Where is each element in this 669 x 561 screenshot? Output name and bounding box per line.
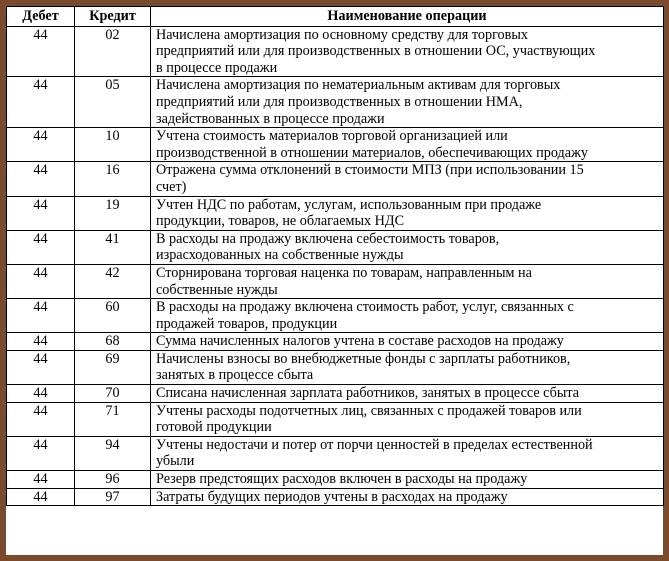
operation-cell — [151, 77, 664, 128]
operation-cell — [151, 162, 664, 196]
operation-text-line: собственные нужды — [156, 281, 278, 298]
operation-cell — [151, 196, 664, 230]
operation-cell — [151, 436, 664, 470]
debit-cell: 44 — [7, 488, 75, 506]
credit-cell: 94 — [75, 436, 151, 470]
debit-cell: 44 — [7, 471, 75, 489]
operation-text-line: Отражена сумма отклонений в стоимости МПЗ (при использовании 15 — [156, 162, 584, 179]
operation-cell — [151, 333, 664, 351]
credit-cell: 60 — [75, 299, 151, 333]
debit-cell: 44 — [7, 436, 75, 470]
credit-cell: 16 — [75, 162, 151, 196]
operation-cell — [151, 488, 664, 506]
debit-cell: 44 — [7, 385, 75, 403]
operation-text-line: Учтен НДС по работам, услугам, использованным при продаже — [156, 196, 542, 213]
operation-text-line: производственной в отношении материалов, обеспечивающих продажу — [156, 144, 588, 161]
header-debit: Дебет — [7, 7, 75, 27]
operation-cell — [151, 230, 664, 264]
credit-cell: 97 — [75, 488, 151, 506]
operation-cell — [151, 264, 664, 298]
operation-text-line: Начислена амортизация по нематериальным активам для торговых — [156, 77, 561, 94]
credit-cell: 41 — [75, 230, 151, 264]
operation-text-line: В расходы на продажу включена стоимость работ, услуг, связанных с — [156, 299, 574, 316]
operation-text-line: Списана начисленная зарплата работников, занятых в процессе сбыта — [156, 385, 580, 402]
credit-cell: 19 — [75, 196, 151, 230]
operation-cell — [151, 128, 664, 162]
credit-cell: 42 — [75, 264, 151, 298]
debit-cell: 44 — [7, 196, 75, 230]
header-credit: Кредит — [75, 7, 151, 27]
table-row — [7, 128, 664, 162]
debit-cell: 44 — [7, 333, 75, 351]
operation-cell — [151, 402, 664, 436]
operation-cell — [151, 385, 664, 403]
debit-cell: 44 — [7, 162, 75, 196]
operation-cell — [151, 26, 664, 77]
table-row — [7, 350, 664, 384]
table-row — [7, 436, 664, 470]
table-row — [7, 488, 664, 506]
debit-cell: 44 — [7, 264, 75, 298]
debit-cell: 44 — [7, 299, 75, 333]
header-operation: Наименование операции — [151, 7, 664, 27]
debit-cell: 44 — [7, 77, 75, 128]
operation-text-line: в процессе продажи — [156, 59, 278, 76]
debit-cell: 44 — [7, 402, 75, 436]
operation-text-line: предприятий или для производственных в отношении НМА, — [156, 93, 523, 110]
table-row — [7, 196, 664, 230]
table-row — [7, 299, 664, 333]
credit-cell: 05 — [75, 77, 151, 128]
table-row — [7, 471, 664, 489]
operation-text-line: Сумма начисленных налогов учтена в составе расходов на продажу — [156, 333, 564, 350]
operation-text-line: продукции, товаров, не облагаемых НДС — [156, 213, 405, 230]
table-row — [7, 230, 664, 264]
operation-text-line: Учтена стоимость материалов торговой организацией или — [156, 128, 508, 145]
table-row — [7, 162, 664, 196]
operation-text-line: В расходы на продажу включена себестоимость товаров, — [156, 230, 500, 247]
accounting-entries-table — [6, 6, 664, 506]
operation-text-line: Учтены расходы подотчетных лиц, связанных с продажей товаров или — [156, 402, 582, 419]
operation-text-line: Начислены взносы во внебюджетные фонды с зарплаты работников, — [156, 350, 571, 367]
table-row — [7, 385, 664, 403]
table-row — [7, 264, 664, 298]
operation-text-line: счет) — [156, 178, 187, 195]
credit-cell: 96 — [75, 471, 151, 489]
operation-text-line: Сторнирована торговая наценка по товарам, направленным на — [156, 264, 532, 281]
credit-cell: 68 — [75, 333, 151, 351]
operation-text-line: Затраты будущих периодов учтены в расходах на продажу — [156, 488, 508, 505]
credit-cell: 70 — [75, 385, 151, 403]
operation-text-line: Резерв предстоящих расходов включен в расходы на продажу — [156, 471, 528, 488]
table-row — [7, 77, 664, 128]
debit-cell: 44 — [7, 26, 75, 77]
table-header-row — [7, 7, 664, 27]
table-body — [7, 26, 664, 506]
debit-cell: 44 — [7, 128, 75, 162]
operation-text-line: Учтены недостачи и потер от порчи ценностей в пределах естественной — [156, 436, 593, 453]
operation-cell — [151, 299, 664, 333]
credit-cell: 10 — [75, 128, 151, 162]
debit-cell: 44 — [7, 350, 75, 384]
operation-text-line: убыли — [156, 453, 195, 470]
operation-cell — [151, 471, 664, 489]
operation-text-line: задействованных в процессе продажи — [156, 110, 385, 127]
operation-text-line: Начислена амортизация по основному средству для торговых — [156, 26, 528, 43]
operation-cell — [151, 350, 664, 384]
table-row — [7, 333, 664, 351]
operation-text-line: продажей товаров, продукции — [156, 315, 338, 332]
debit-cell: 44 — [7, 230, 75, 264]
table-row — [7, 402, 664, 436]
table-row — [7, 26, 664, 77]
operation-text-line: предприятий или для производственных в отношении ОС, участвующих — [156, 43, 596, 60]
operation-text-line: израсходованных на собственные нужды — [156, 247, 404, 264]
operation-text-line: готовой продукции — [156, 419, 272, 436]
credit-cell: 69 — [75, 350, 151, 384]
credit-cell: 02 — [75, 26, 151, 77]
operation-text-line: занятых в процессе сбыта — [156, 367, 314, 384]
credit-cell: 71 — [75, 402, 151, 436]
